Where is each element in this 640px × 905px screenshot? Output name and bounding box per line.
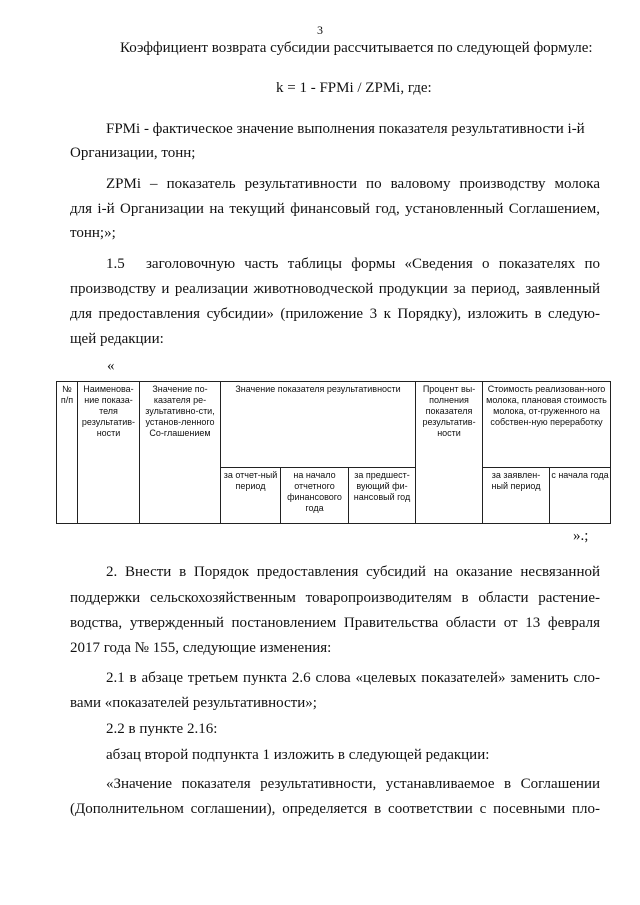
definition-zpm-line-2: для i-й Организации на текущий финансовый год, установленный Соглашением, [70,201,600,217]
quote-open: « [107,358,115,374]
item-2-2-paragraph: абзац второй подпункта 1 изложить в следующей редакции: [106,747,490,763]
section-2-line-2: поддержки сельскохозяйственным товаропроизводителям в области растение- [70,590,600,606]
section-2-line-3: водства, утвержденный постановлением Правительства области от 13 февраля [70,615,600,631]
table-subheader-previous-year: за предшест-вующий фи-нансовый год [349,468,416,524]
item-1-5-line-1: заголовочную часть таблицы формы «Сведения о показателях по [146,256,600,272]
table-subheader-start-of-year: на начало отчетного финансового года [281,468,349,524]
table-header-agreed-value: Значение по-казателя ре-зультативно-сти, установ-ленного Со-глашением [140,382,221,524]
table-header-indicator-name: Наименова-ние показа-теля результатив-ности [78,382,140,524]
definition-zpm-line-1: ZPMi – показатель результативности по валовому производству молока [106,176,600,192]
item-2-2: 2.2 в пункте 2.16: [106,721,218,737]
item-1-5-line-2: производству и реализации животноводческой продукции за период, заявленный [70,281,600,297]
item-1-5-number: 1.5 [106,256,125,272]
item-2-1-line-2: вами «показателей результативности»; [70,695,317,711]
formula-intro: Коэффициент возврата субсидии рассчитывается по следующей формуле: [120,40,593,56]
table-subheader-claimed-period: за заявлен-ный период [483,468,550,524]
table-subheader-reporting-period: за отчет-ный период [221,468,281,524]
page-number: 3 [317,23,323,37]
item-2-2-quote-line-2: (Дополнительном соглашении), определяется в соответствии с посевными пло- [70,801,600,817]
item-1-5-line-4: щей редакции: [70,331,164,347]
quote-close: ».; [573,528,589,544]
item-2-1-line-1: 2.1 в абзаце третьем пункта 2.6 слова «целевых показателей» заменить сло- [106,670,600,686]
item-2-2-quote-line-1: «Значение показателя результативности, устанавливаемое в Соглашении [106,776,600,792]
definition-fpm-line-1: FPMi - фактическое значение выполнения показателя результативности i-й [106,121,585,137]
table-subheader-since-start-of-year: с начала года [550,468,611,524]
item-1-5-line-3: для предоставления субсидии» (приложение 3 к Порядку), изложить в следую- [70,306,600,322]
definition-fpm-line-2: Организации, тонн; [70,145,196,161]
form-header-table [56,381,611,524]
formula: k = 1 - FPMi / ZPMi, где: [276,80,432,96]
section-2-line-1: 2. Внести в Порядок предоставления субсидий на оказание несвязанной [106,564,600,580]
definition-zpm-line-3: тонн;»; [70,225,116,241]
table-header-number: № п/п [57,382,78,524]
table-header-indicator-value: Значение показателя результативности [221,382,416,468]
table-header-milk-cost: Стоимость реализован-ного молока, плановая стоимость молока, от-груженного на собствен-ную переработку [483,382,611,468]
section-2-line-4: 2017 года № 155, следующие изменения: [70,640,332,656]
table-header-completion-percent: Процент вы-полнения показателя результатив-ности [416,382,483,524]
